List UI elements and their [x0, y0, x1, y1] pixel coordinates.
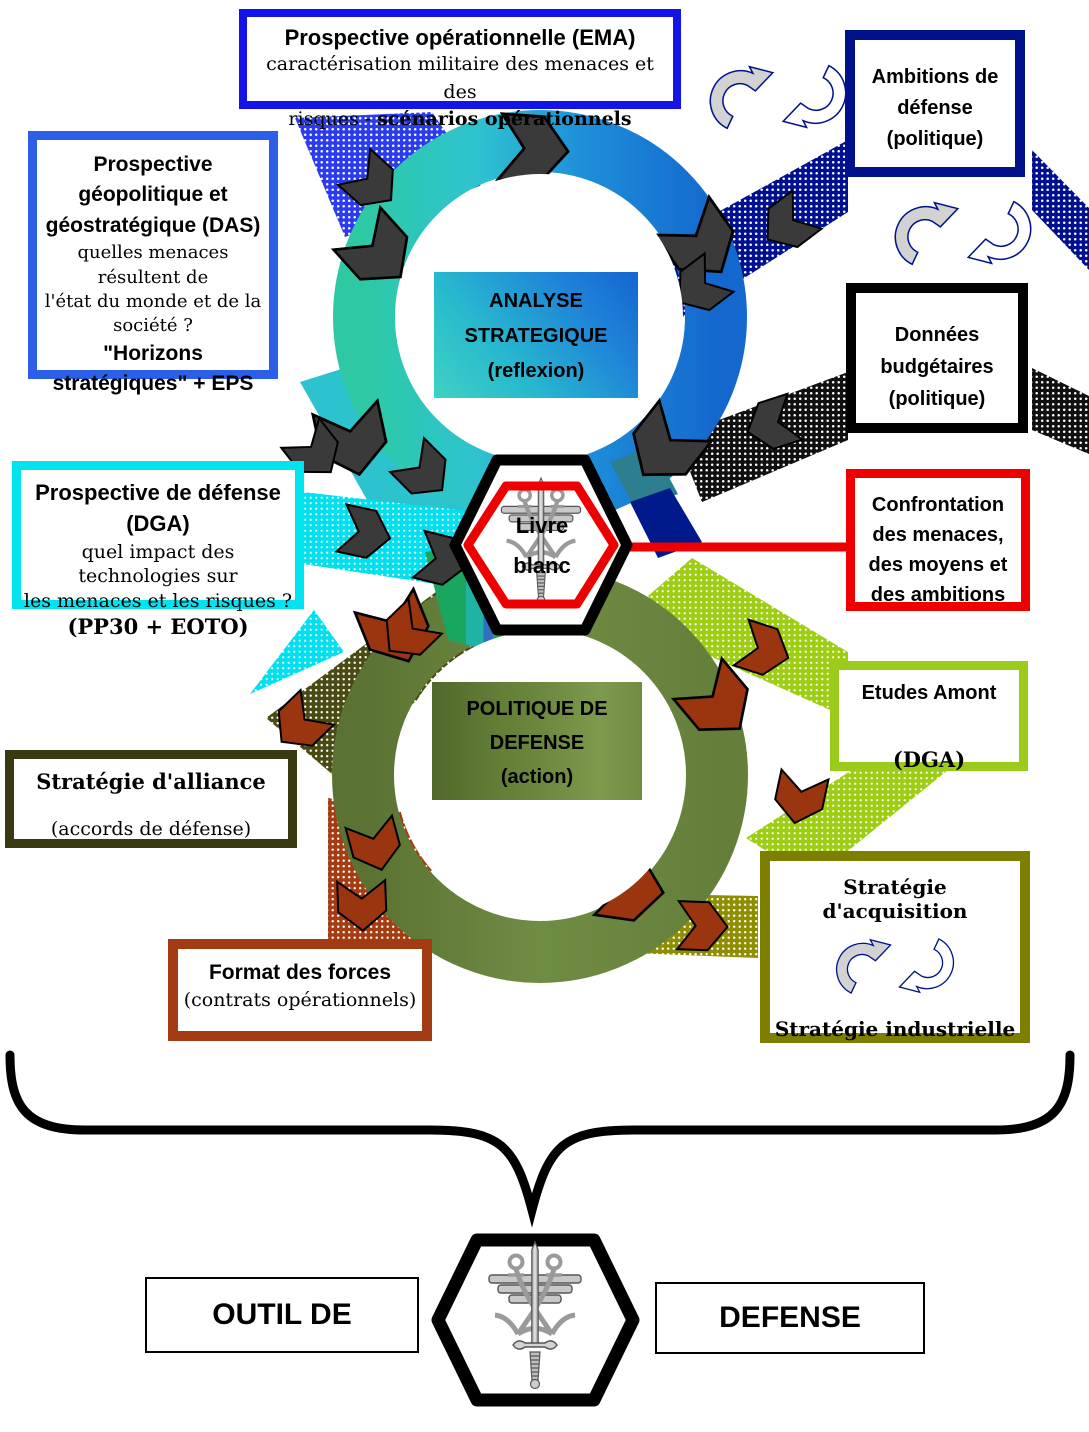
summary-brace: [10, 1055, 1070, 1210]
box-format-des-forces: Format des forces (contrats opérationnels): [168, 939, 432, 1041]
label-defense: DEFENSE: [655, 1282, 925, 1354]
cycle-arrows-icon: [708, 64, 849, 129]
label-livre-blanc: Livre blanc: [513, 513, 571, 578]
box-strategie-alliance: Stratégie d'alliance (accords de défense): [5, 750, 297, 848]
outil-defense-hexagon: [438, 1240, 633, 1400]
box-donnees-budgetaires: Données budgétaires (politique): [846, 283, 1028, 433]
box-strategie-acquisition: Stratégie d'acquisition Stratégie industrielle: [760, 851, 1030, 1043]
cycle-arrows-icon: [893, 200, 1034, 265]
box-subtitle: caractérisation militaire des menaces et des: [266, 53, 654, 103]
box-prospective-geopolitique: Prospective géopolitique et géostratégique (DAS) quelles menaces résultent de l'état du monde et de la société ? "Horizons stratégiques" + EPS: [28, 131, 278, 379]
box-title: Prospective opérationnelle (EMA): [284, 25, 636, 50]
box-prospective-operationnelle: [239, 9, 681, 131]
label-analyse-strategique: ANALYSE STRATEGIQUE (reflexion): [434, 272, 638, 398]
box-confrontation: Confrontation des menaces, des moyens et des ambitions: [846, 469, 1030, 611]
label-outil-de: OUTIL DE: [145, 1277, 419, 1353]
cycle-arrows-icon: [770, 923, 1020, 1009]
box-subtitle: risques - scénarios opérationnels: [288, 108, 632, 131]
box-prospective-defense-dga: Prospective de défense (DGA) quel impact des technologies sur les menaces et les risques ? (PP30 + EOTO): [12, 461, 304, 609]
box-etudes-amont: Etudes Amont (DGA): [830, 661, 1028, 771]
box-ambitions-defense: Ambitions de défense (politique): [845, 30, 1025, 177]
label-politique-de-defense: POLITIQUE DE DEFENSE (action): [432, 682, 642, 800]
